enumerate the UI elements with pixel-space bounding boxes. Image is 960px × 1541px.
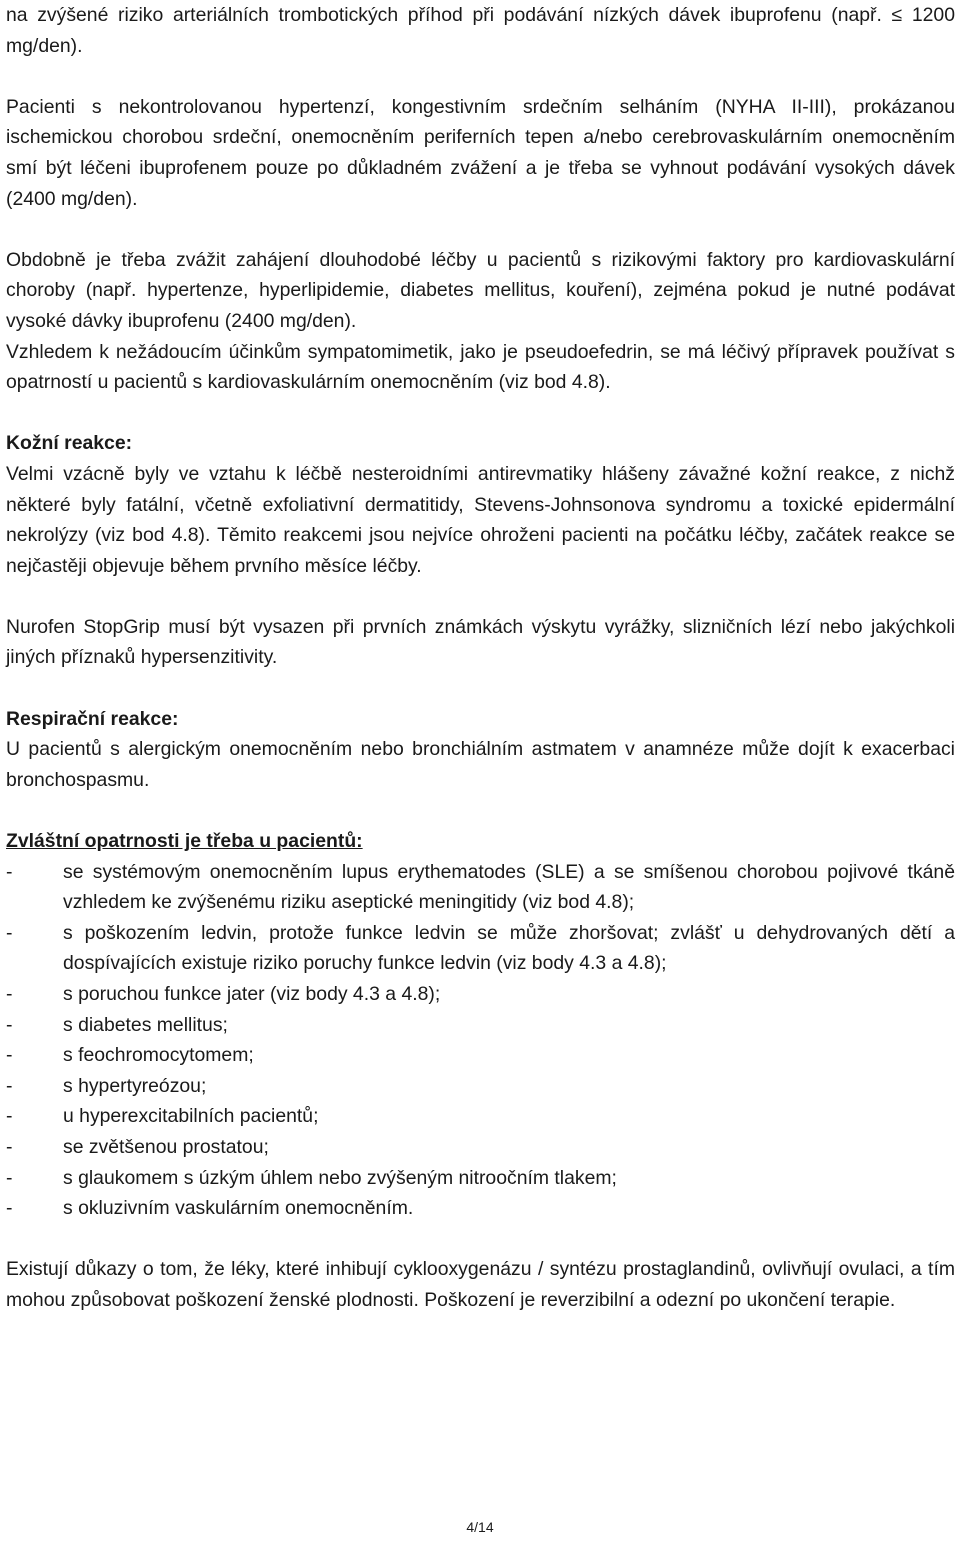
- list-item: [6, 857, 955, 918]
- list-item-text: s feochromocytomem;: [63, 1044, 254, 1067]
- list-item-text: s hypertyreózou;: [63, 1074, 207, 1097]
- dash-bullet: -: [6, 1044, 13, 1067]
- page-number: 4/14: [466, 1519, 494, 1535]
- paragraph-hypertension-patients: Pacienti s nekontrolovanou hypertenzí, kongestivním srdečním selháním (NYHA II-III), prokázanou ischemickou chorobou srdeční, onemocněním periferních tepen a/nebo cerebrovaskulárním onemocněním smí být léčeni ibuprofenem pouze po důkladném zvážení a je třeba se vyhnout podávání vysokých dávek (2400 mg/den).: [6, 95, 955, 210]
- dash-bullet: -: [6, 1013, 13, 1036]
- list-item-text: s diabetes mellitus;: [63, 1013, 228, 1036]
- paragraph-nurofen-withdrawal: Nurofen StopGrip musí být vysazen při prvních známkách výskytu vyrážky, slizničních lézí nebo jakýchkoli jiných příznaků hypersenzitivity.: [6, 615, 955, 669]
- list-item: [6, 1071, 955, 1102]
- dash-bullet: -: [6, 1135, 13, 1158]
- paragraph-long-term-treatment: Obdobně je třeba zvážit zahájení dlouhodobé léčby u pacientů s rizikovými faktory pro kardiovaskulární choroby (např. hypertenze, hyperlipidemie, diabetes mellitus, kouření), zejména pokud je nutné podávat vysoké dávky ibuprofenu (2400 mg/den).: [6, 248, 955, 332]
- paragraph-skin-reactions: Velmi vzácně byly ve vztahu k léčbě nesteroidními antirevmatiky hlášeny závažné kožní reakce, z nichž některé byly fatální, včetně exfoliativní dermatitidy, Stevens-Johnsonova syndromu a toxické epidermální nekrolýzy (viz bod 4.8). Těmito reakcemi jsou nejvíce ohroženi pacienti na počátku léčby, začátek reakce se nejčastěji objevuje během prvního měsíce léčby.: [6, 462, 955, 577]
- heading-respiratory-reactions: Respirační reakce:: [6, 707, 179, 730]
- list-item-text: u hyperexcitabilních pacientů;: [63, 1105, 319, 1128]
- dash-bullet: -: [6, 1105, 13, 1128]
- paragraph-ibuprofen-low-dose: na zvýšené riziko arteriálních trombotických příhod při podávání nízkých dávek ibuprofenu (např. ≤ 1200 mg/den).: [6, 4, 955, 57]
- special-caution-list: [6, 857, 955, 1224]
- list-item-text: se systémovým onemocněním lupus erythematodes (SLE) a se smíšenou chorobou pojivové tkáně vzhledem ke zvýšenému riziku aseptické meningitidy (viz bod 4.8);: [63, 860, 955, 914]
- paragraph-sympathomimetics: Vzhledem k nežádoucím účinkům sympatomimetik, jako je pseudoefedrin, se má léčivý přípravek používat s opatrností u pacientů s kardiovaskulárním onemocněním (viz bod 4.8).: [6, 340, 955, 394]
- list-item-text: s okluzivním vaskulárním onemocněním.: [63, 1197, 414, 1220]
- list-item: [6, 918, 955, 979]
- heading-special-caution: Zvláštní opatrnosti je třeba u pacientů:: [6, 830, 363, 853]
- list-item: [6, 1132, 955, 1163]
- list-item: [6, 1193, 955, 1224]
- paragraph-fertility: Existují důkazy o tom, že léky, které inhibují cyklooxygenázu / syntézu prostaglandinů, ovlivňují ovulaci, a tím mohou způsobovat poškození ženské plodnosti. Poškození je reverzibilní a odezní po ukončení terapie.: [6, 1258, 955, 1311]
- list-item-text: s poškozením ledvin, protože funkce ledvin se může zhoršovat; zvlášť u dehydrovaných dětí a dospívajících existuje riziko poruchy funkce ledvin (viz body 4.3 a 4.8);: [63, 921, 955, 975]
- dash-bullet: -: [6, 860, 13, 883]
- list-item: [6, 1101, 955, 1132]
- list-item: [6, 1010, 955, 1041]
- list-item-text: s glaukomem s úzkým úhlem nebo zvýšeným nitroočním tlakem;: [63, 1166, 617, 1189]
- heading-skin-reactions: Kožní reakce:: [6, 432, 133, 455]
- list-item-text: s poruchou funkce jater (viz body 4.3 a 4.8);: [63, 983, 441, 1005]
- list-item: [6, 979, 955, 1010]
- paragraph-respiratory-reactions: U pacientů s alergickým onemocněním nebo bronchiálním astmatem v anamnéze může dojít k exacerbaci bronchospasmu.: [6, 738, 955, 791]
- list-item: [6, 1163, 955, 1194]
- dash-bullet: -: [6, 983, 13, 1005]
- document-page: [6, 0, 955, 1316]
- list-item: [6, 1040, 955, 1071]
- dash-bullet: -: [6, 921, 13, 944]
- dash-bullet: -: [6, 1197, 13, 1220]
- dash-bullet: -: [6, 1074, 13, 1097]
- dash-bullet: -: [6, 1166, 13, 1189]
- list-item-text: se zvětšenou prostatou;: [63, 1135, 269, 1158]
